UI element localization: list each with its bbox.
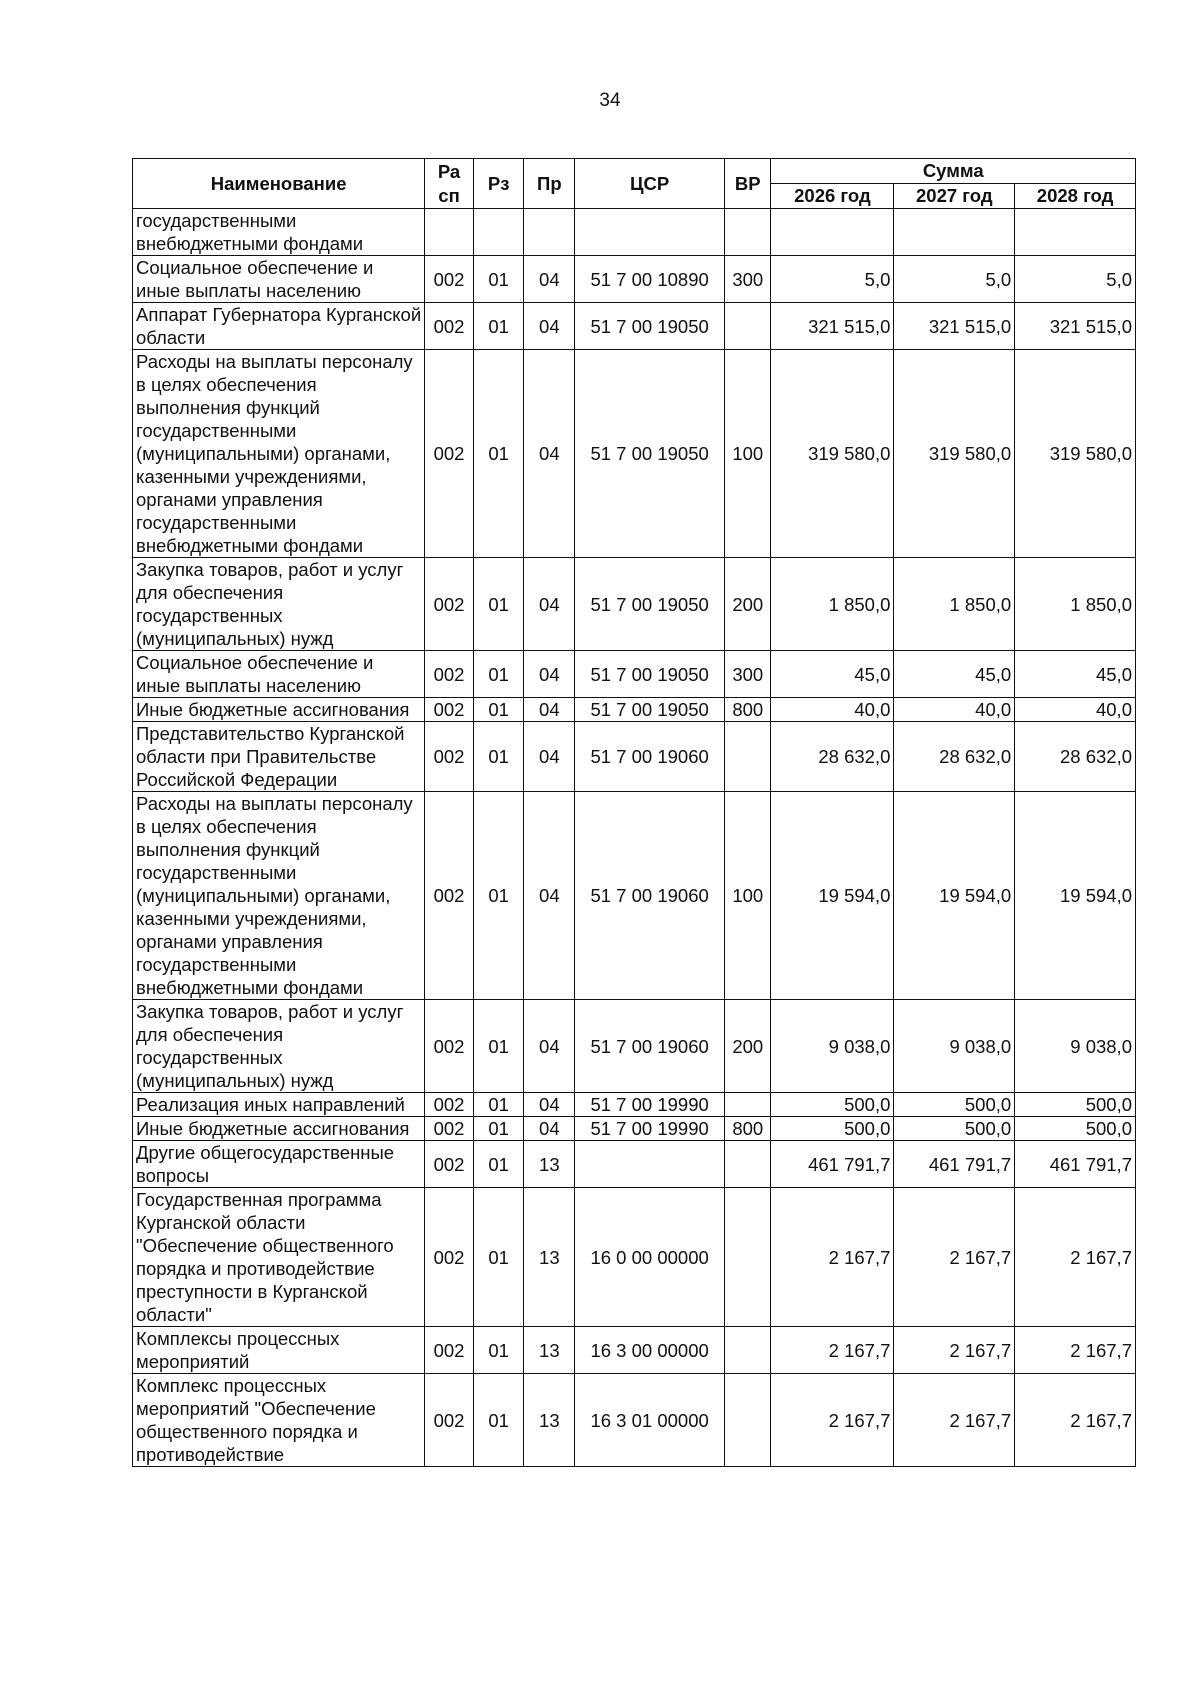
row-name: Иные бюджетные ассигнования [133, 698, 425, 722]
row-vr [725, 1188, 771, 1327]
row-csr: 51 7 00 19060 [575, 1000, 725, 1093]
row-name: Социальное обеспечение и иные выплаты населению [133, 651, 425, 698]
row-rasp: 002 [425, 1327, 474, 1374]
row-csr: 51 7 00 19990 [575, 1093, 725, 1117]
row-name: государственными внебюджетными фондами [133, 209, 425, 256]
row-amount-2028: 2 167,7 [1015, 1188, 1136, 1327]
row-rasp: 002 [425, 303, 474, 350]
row-amount-2028: 321 515,0 [1015, 303, 1136, 350]
row-name: Реализация иных направлений [133, 1093, 425, 1117]
row-amount-2028: 19 594,0 [1015, 792, 1136, 1000]
row-csr: 51 7 00 10890 [575, 256, 725, 303]
row-amount-2027: 2 167,7 [894, 1374, 1015, 1467]
row-rz: 01 [473, 1188, 524, 1327]
row-rasp: 002 [425, 558, 474, 651]
row-rasp: 002 [425, 1188, 474, 1327]
row-amount-2026 [771, 209, 894, 256]
page-number: 34 [599, 90, 621, 111]
row-amount-2027: 321 515,0 [894, 303, 1015, 350]
header-year-2028: 2028 год [1015, 184, 1136, 209]
row-amount-2026: 9 038,0 [771, 1000, 894, 1093]
row-vr: 100 [725, 792, 771, 1000]
row-name: Закупка товаров, работ и услуг для обеспечения государственных (муниципальных) нужд [133, 558, 425, 651]
row-rasp: 002 [425, 1117, 474, 1141]
table-row [133, 303, 1136, 350]
row-pr: 04 [524, 303, 575, 350]
row-name: Иные бюджетные ассигнования [133, 1117, 425, 1141]
row-amount-2027: 500,0 [894, 1093, 1015, 1117]
row-vr: 200 [725, 1000, 771, 1093]
row-vr: 800 [725, 698, 771, 722]
row-amount-2026: 1 850,0 [771, 558, 894, 651]
row-rz: 01 [473, 1327, 524, 1374]
row-amount-2027: 319 580,0 [894, 350, 1015, 558]
row-amount-2027: 45,0 [894, 651, 1015, 698]
row-pr: 13 [524, 1327, 575, 1374]
row-amount-2028: 1 850,0 [1015, 558, 1136, 651]
row-csr: 51 7 00 19050 [575, 698, 725, 722]
row-rz: 01 [473, 256, 524, 303]
row-amount-2028: 2 167,7 [1015, 1374, 1136, 1467]
row-amount-2028: 461 791,7 [1015, 1141, 1136, 1188]
row-amount-2026: 2 167,7 [771, 1374, 894, 1467]
row-amount-2026: 28 632,0 [771, 722, 894, 792]
row-rasp: 002 [425, 256, 474, 303]
row-rz: 01 [473, 792, 524, 1000]
row-vr [725, 722, 771, 792]
row-rasp: 002 [425, 350, 474, 558]
table-row [133, 1374, 1136, 1467]
row-vr [725, 1141, 771, 1188]
row-name: Другие общегосударственные вопросы [133, 1141, 425, 1188]
table-row [133, 558, 1136, 651]
table-row [133, 1000, 1136, 1093]
row-vr: 200 [725, 558, 771, 651]
table-row [133, 792, 1136, 1000]
row-amount-2028: 5,0 [1015, 256, 1136, 303]
row-rasp: 002 [425, 792, 474, 1000]
row-amount-2027: 461 791,7 [894, 1141, 1015, 1188]
row-vr [725, 209, 771, 256]
row-amount-2026: 500,0 [771, 1093, 894, 1117]
row-amount-2026: 321 515,0 [771, 303, 894, 350]
row-amount-2028: 28 632,0 [1015, 722, 1136, 792]
header-rasp: Ра сп [425, 159, 474, 209]
row-pr [524, 209, 575, 256]
row-rasp: 002 [425, 1141, 474, 1188]
row-amount-2028 [1015, 209, 1136, 256]
row-amount-2027: 40,0 [894, 698, 1015, 722]
row-pr: 04 [524, 558, 575, 651]
row-vr: 800 [725, 1117, 771, 1141]
table-row [133, 1327, 1136, 1374]
row-vr [725, 1327, 771, 1374]
row-pr: 04 [524, 350, 575, 558]
row-csr: 51 7 00 19060 [575, 722, 725, 792]
row-amount-2026: 2 167,7 [771, 1188, 894, 1327]
row-rz: 01 [473, 651, 524, 698]
budget-table [132, 158, 1136, 1467]
row-amount-2026: 500,0 [771, 1117, 894, 1141]
row-rz: 01 [473, 1000, 524, 1093]
row-csr: 51 7 00 19050 [575, 303, 725, 350]
row-csr: 51 7 00 19050 [575, 558, 725, 651]
table-row [133, 722, 1136, 792]
table-row [133, 209, 1136, 256]
row-rz: 01 [473, 1374, 524, 1467]
table-row [133, 1117, 1136, 1141]
row-amount-2026: 5,0 [771, 256, 894, 303]
row-amount-2028: 319 580,0 [1015, 350, 1136, 558]
row-rz: 01 [473, 722, 524, 792]
row-amount-2026: 2 167,7 [771, 1327, 894, 1374]
table-row [133, 698, 1136, 722]
row-vr [725, 303, 771, 350]
row-csr [575, 209, 725, 256]
row-amount-2027: 500,0 [894, 1117, 1015, 1141]
header-year-2027: 2027 год [894, 184, 1015, 209]
row-name: Комплекс процессных мероприятий "Обеспечение общественного порядка и противодействие [133, 1374, 425, 1467]
header-rz: Рз [473, 159, 524, 209]
row-rasp [425, 209, 474, 256]
row-pr: 04 [524, 1117, 575, 1141]
row-amount-2027: 1 850,0 [894, 558, 1015, 651]
row-csr: 16 3 01 00000 [575, 1374, 725, 1467]
table-row [133, 256, 1136, 303]
header-vr: ВР [725, 159, 771, 209]
row-amount-2027: 9 038,0 [894, 1000, 1015, 1093]
row-rz: 01 [473, 1141, 524, 1188]
header-csr: ЦСР [575, 159, 725, 209]
row-amount-2027 [894, 209, 1015, 256]
row-rasp: 002 [425, 1000, 474, 1093]
table-row [133, 1188, 1136, 1327]
header-sum: Сумма [771, 159, 1136, 184]
row-vr: 300 [725, 256, 771, 303]
row-rz: 01 [473, 303, 524, 350]
header-name: Наименование [133, 159, 425, 209]
row-vr [725, 1374, 771, 1467]
row-pr: 04 [524, 722, 575, 792]
row-vr [725, 1093, 771, 1117]
row-amount-2026: 319 580,0 [771, 350, 894, 558]
row-rasp: 002 [425, 651, 474, 698]
row-pr: 04 [524, 792, 575, 1000]
row-amount-2028: 9 038,0 [1015, 1000, 1136, 1093]
row-rasp: 002 [425, 722, 474, 792]
row-name: Представительство Курганской области при Правительстве Российской Федерации [133, 722, 425, 792]
row-csr: 16 3 00 00000 [575, 1327, 725, 1374]
row-rz [473, 209, 524, 256]
row-name: Государственная программа Курганской области "Обеспечение общественного порядка и противодействие преступности в Курганской области" [133, 1188, 425, 1327]
row-pr: 04 [524, 651, 575, 698]
row-amount-2026: 40,0 [771, 698, 894, 722]
row-rz: 01 [473, 698, 524, 722]
row-csr: 51 7 00 19050 [575, 350, 725, 558]
row-vr: 300 [725, 651, 771, 698]
row-name: Социальное обеспечение и иные выплаты населению [133, 256, 425, 303]
header-pr: Пр [524, 159, 575, 209]
row-amount-2028: 45,0 [1015, 651, 1136, 698]
row-amount-2027: 19 594,0 [894, 792, 1015, 1000]
table-row [133, 1141, 1136, 1188]
row-csr [575, 1141, 725, 1188]
row-name: Аппарат Губернатора Курганской области [133, 303, 425, 350]
row-csr: 51 7 00 19060 [575, 792, 725, 1000]
row-rz: 01 [473, 350, 524, 558]
row-pr: 13 [524, 1374, 575, 1467]
row-pr: 13 [524, 1188, 575, 1327]
row-name: Расходы на выплаты персоналу в целях обеспечения выполнения функций государственными (муниципальными) органами, казенными учреждениями, органами управления государственными внебюджетными фондами [133, 792, 425, 1000]
row-rasp: 002 [425, 1374, 474, 1467]
table-row [133, 651, 1136, 698]
row-name: Закупка товаров, работ и услуг для обеспечения государственных (муниципальных) нужд [133, 1000, 425, 1093]
row-vr: 100 [725, 350, 771, 558]
row-pr: 04 [524, 1093, 575, 1117]
row-csr: 16 0 00 00000 [575, 1188, 725, 1327]
row-amount-2027: 2 167,7 [894, 1327, 1015, 1374]
row-amount-2028: 500,0 [1015, 1117, 1136, 1141]
row-csr: 51 7 00 19050 [575, 651, 725, 698]
row-csr: 51 7 00 19990 [575, 1117, 725, 1141]
row-amount-2028: 2 167,7 [1015, 1327, 1136, 1374]
row-rz: 01 [473, 558, 524, 651]
table-row [133, 1093, 1136, 1117]
row-amount-2026: 461 791,7 [771, 1141, 894, 1188]
row-pr: 13 [524, 1141, 575, 1188]
table-row [133, 350, 1136, 558]
row-pr: 04 [524, 698, 575, 722]
row-pr: 04 [524, 1000, 575, 1093]
row-amount-2027: 28 632,0 [894, 722, 1015, 792]
row-amount-2027: 2 167,7 [894, 1188, 1015, 1327]
row-pr: 04 [524, 256, 575, 303]
row-rasp: 002 [425, 698, 474, 722]
header-row [133, 159, 1136, 184]
header-year-2026: 2026 год [771, 184, 894, 209]
row-amount-2026: 45,0 [771, 651, 894, 698]
row-amount-2028: 500,0 [1015, 1093, 1136, 1117]
row-rz: 01 [473, 1117, 524, 1141]
row-name: Расходы на выплаты персоналу в целях обеспечения выполнения функций государственными (муниципальными) органами, казенными учреждениями, органами управления государственными внебюджетными фондами [133, 350, 425, 558]
row-rasp: 002 [425, 1093, 474, 1117]
row-name: Комплексы процессных мероприятий [133, 1327, 425, 1374]
row-amount-2026: 19 594,0 [771, 792, 894, 1000]
row-amount-2027: 5,0 [894, 256, 1015, 303]
row-rz: 01 [473, 1093, 524, 1117]
row-amount-2028: 40,0 [1015, 698, 1136, 722]
